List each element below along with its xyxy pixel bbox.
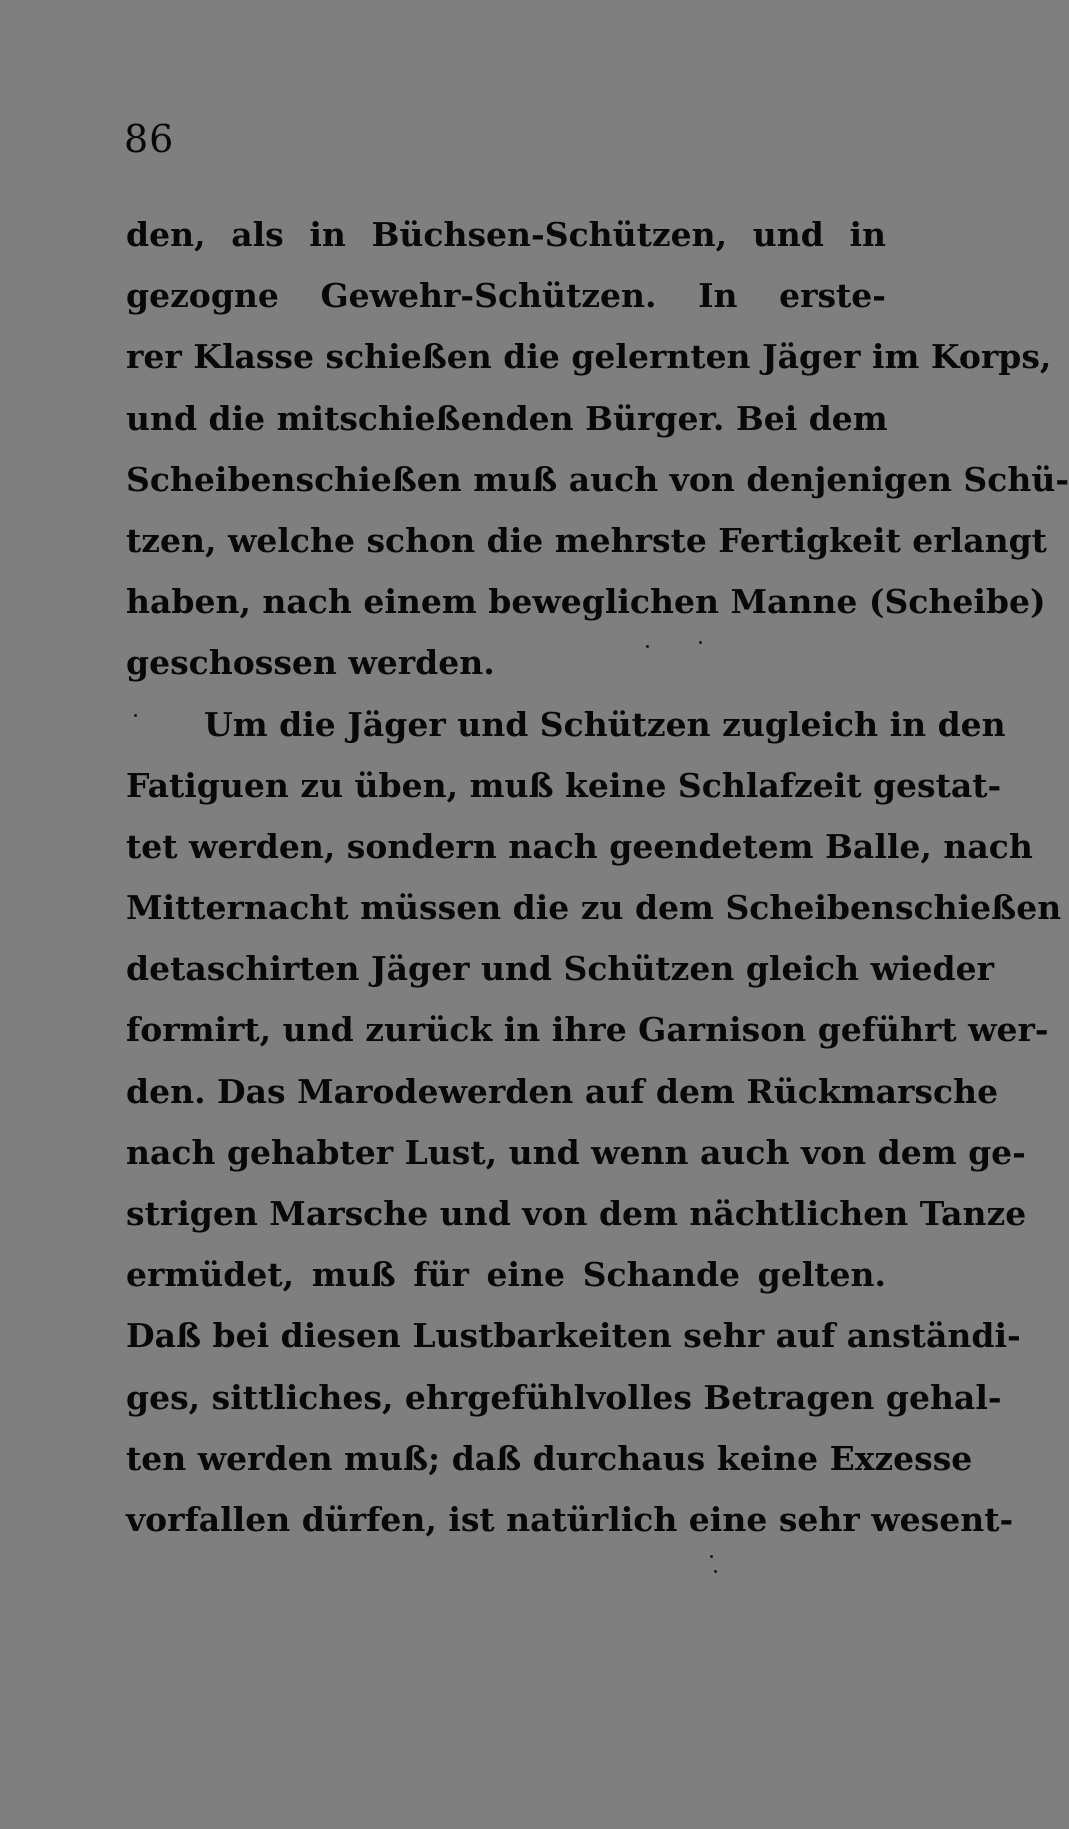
text-line: ermüdet, muß für eine Schande gelten. — [126, 1255, 886, 1295]
text-line: den. Das Marodewerden auf dem Rückmarsche — [126, 1071, 999, 1111]
text-line: Scheibenschießen muß auch von denjenigen Schü- — [126, 459, 1069, 499]
scan-speck — [714, 1570, 717, 1573]
text-line: gezogne Gewehr-Schützen. In erste- — [126, 276, 886, 316]
scan-speck — [134, 714, 137, 717]
text-line: Fatiguen zu üben, muß keine Schlafzeit gestat- — [126, 765, 1002, 805]
text-line: formirt, und zurück in ihre Garnison geführt wer- — [126, 1010, 1049, 1050]
text-line: vorfallen dürfen, ist natürlich eine sehr wesent- — [126, 1499, 1014, 1539]
text-line: tzen, welche schon die mehrste Fertigkeit erlangt — [126, 520, 1047, 560]
body-text — [126, 204, 1069, 1550]
paragraph-first-line: Um die Jäger und Schützen zugleich in den — [204, 704, 1006, 744]
page-number: 86 — [124, 117, 175, 161]
text-line: ges, sittliches, ehrgefühlvolles Betragen gehal- — [126, 1377, 1002, 1417]
text-line: haben, nach einem beweglichen Manne (Scheibe) — [126, 582, 1046, 622]
scan-speck — [710, 1555, 713, 1558]
text-line: geschossen werden. — [126, 643, 495, 683]
text-line: tet werden, sondern nach geendetem Balle, nach — [126, 826, 1033, 866]
scan-speck — [699, 641, 702, 644]
text-line: und die mitschießenden Bürger. Bei dem — [126, 398, 888, 438]
text-line: strigen Marsche und von dem nächtlichen Tanze — [126, 1194, 1027, 1233]
text-line: rer Klasse schießen die gelernten Jäger im Korps, — [126, 337, 1052, 377]
text-line: Mitternacht müssen die zu dem Scheibenschießen — [126, 888, 1062, 928]
text-line: den, als in Büchsen-Schützen, und in — [126, 215, 886, 254]
text-line: ten werden muß; daß durchaus keine Exzesse — [126, 1438, 973, 1478]
text-line: detaschirten Jäger und Schützen gleich wieder — [126, 949, 994, 989]
text-line: Daß bei diesen Lustbarkeiten sehr auf anständi- — [126, 1316, 1021, 1356]
scan-speck — [646, 645, 649, 648]
text-line: nach gehabter Lust, und wenn auch von dem ge- — [126, 1132, 1026, 1172]
